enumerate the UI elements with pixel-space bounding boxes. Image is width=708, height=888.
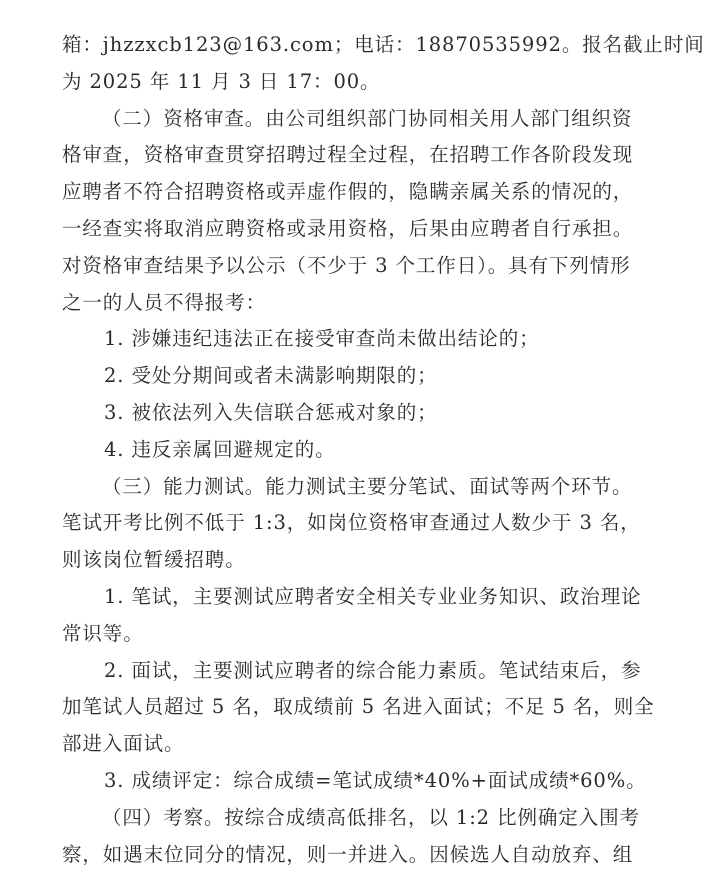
list-item: 3. 被依法列入失信联合惩戒对象的； (104, 400, 438, 424)
list-item: 2. 面试，主要测试应聘者的综合能力素质。笔试结束后，参 (104, 658, 642, 682)
text-line: 之一的人员不得报考： (62, 290, 267, 314)
text-line: 笔试开考比例不低于 1:3，如岗位资格审查通过人数少于 3 名， (62, 511, 641, 535)
text-line: 应聘者不符合招聘资格或弄虚作假的，隐瞒亲属关系的情况的， (62, 180, 634, 204)
paragraph-heading-line: （二）资格审查。由公司组织部门协同相关用人部门组织资 (102, 106, 633, 130)
paragraph-heading-line: （四）考察。按综合成绩高低排名，以 1:2 比例确定入围考 (102, 805, 640, 829)
text-line: 对资格审查结果予以公示（不少于 3 个工作日）。具有下列情形 (62, 253, 631, 277)
text-line: 加笔试人员超过 5 名，取成绩前 5 名进入面试；不足 5 名，则全 (62, 695, 655, 719)
list-item: 4. 违反亲属回避规定的。 (104, 437, 336, 461)
text-line: 为 2025 年 11 月 3 日 17：00。 (62, 69, 381, 93)
list-item: 1. 涉嫌违纪违法正在接受审查尚未做出结论的； (104, 327, 540, 351)
list-item: 3. 成绩评定：综合成绩=笔试成绩*40%+面试成绩*60%。 (104, 768, 647, 792)
list-item: 1. 笔试，主要测试应聘者安全相关专业业务知识、政治理论 (104, 584, 642, 608)
list-item: 2. 受处分期间或者未满影响期限的； (104, 364, 438, 388)
text-line: 一经查实将取消应聘资格或录用资格，后果由应聘者自行承担。 (62, 216, 634, 240)
text-line: 常识等。 (62, 621, 144, 645)
text-line: 格审查，资格审查贯穿招聘过程全过程，在招聘工作各阶段发现 (62, 143, 634, 167)
paragraph-heading-line: （三）能力测试。能力测试主要分笔试、面试等两个环节。 (102, 474, 633, 498)
text-line: 察，如遇末位同分的情况，则一并进入。因候选人自动放弃、组 (62, 842, 634, 866)
text-line: 则该岗位暂缓招聘。 (62, 548, 246, 572)
text-line: 部进入面试。 (62, 732, 185, 756)
text-line: 箱：jhzzxcb123@163.com；电话：18870535992。报名截止时间 (62, 33, 705, 56)
